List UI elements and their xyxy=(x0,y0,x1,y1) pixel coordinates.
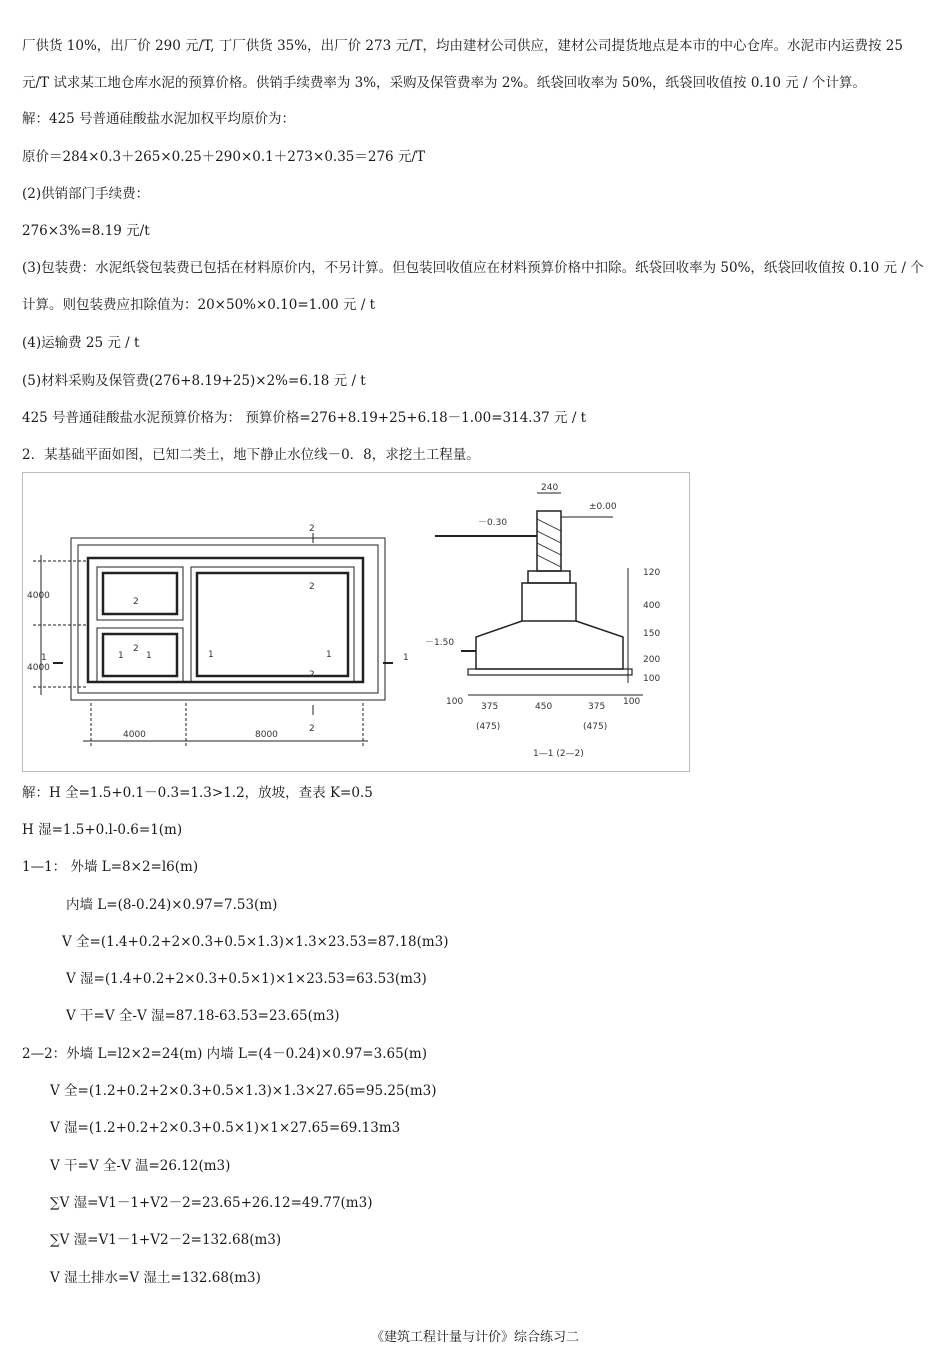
section-view xyxy=(435,493,643,695)
section-dim-w100-left: 100 xyxy=(446,697,464,707)
solution1-line3: (2)供销部门手续费： xyxy=(22,186,150,202)
solution2-line10: V 湿=(1.2+0.2+2×0.3+0.5×1)×1×27.65=69.13m3 xyxy=(50,1120,401,1136)
solution2-line4: 内墙 L=(8-0.24)×0.97=7.53(m) xyxy=(66,897,278,913)
solution2-line14: V 湿土排水=V 湿土=132.68(m3) xyxy=(50,1270,261,1286)
plan-section-label-1-small-left: 1 xyxy=(118,651,124,661)
plan-section-label-2-mid: 2 xyxy=(309,582,315,592)
solution1-line5: (4)运输费 25 元 / t xyxy=(22,335,140,351)
plan-section-label-1-right: 1 xyxy=(326,650,332,660)
solution2-line7: V 干=V 全-V 湿=87.18-63.53=23.65(m3) xyxy=(66,1008,340,1024)
solution2-line8: 2—2：外墙 L=l2×2=24(m) 内墙 L=(4－0.24)×0.97=3.65(m) xyxy=(22,1046,427,1062)
solution2-line5: V 全=(1.4+0.2+2×0.3+0.5×1.3)×1.3×23.53=87.18(m3) xyxy=(62,934,449,950)
plan-section-label-2-room: 2 xyxy=(133,597,139,607)
solution2-line9: V 全=(1.2+0.2+2×0.3+0.5×1.3)×1.3×27.65=95.25(m3) xyxy=(50,1083,437,1099)
solution1-line2: 原价＝284×0.3＋265×0.25＋290×0.1＋273×0.35＝276 元/T xyxy=(22,149,425,165)
section-level-150: －1.50 xyxy=(425,638,455,648)
solution1-line4: 276×3%=8.19 元/t xyxy=(22,223,150,239)
solution1-line1: 解：425 号普通硅酸盐水泥加权平均原价为： xyxy=(22,111,296,127)
solution2-line2: H 湿=1.5+0.l-0.6=1(m) xyxy=(22,822,183,838)
solution1-paragraph3: (3)包装费：水泥纸袋包装费已包括在材料原价内，不另计算。但包装回收值应在材料预算价格中扣除。纸袋回收率为 50%，纸袋回收值按 0.10 元 / 个计算。则包装费应扣除值为：20×50%×0.10=1.00 元 / t xyxy=(22,260,924,313)
plan-dim-4000-bottom: 4000 xyxy=(123,730,146,740)
plan-section-label-2-low: 2 xyxy=(309,670,315,680)
plan-section-label-2-small: 2 xyxy=(133,644,139,654)
section-dim-w450: 450 xyxy=(535,702,553,712)
plan-section-label-2-top: 2 xyxy=(309,524,315,534)
plan-view xyxy=(33,533,393,748)
solution1-line6: (5)材料采购及保管费(276+8.19+25)×2%=6.18 元 / t xyxy=(22,373,366,389)
foundation-figure xyxy=(22,472,690,772)
section-dim-w375-right: 375 xyxy=(588,702,606,712)
section-level-030: －0.30 xyxy=(478,518,508,528)
solution2-line11: V 干=V 全-V 温=26.12(m3) xyxy=(50,1158,231,1174)
section-dim-h150: 150 xyxy=(643,629,661,639)
plan-dim-4000-lower: 4000 xyxy=(27,663,50,673)
solution1-line7: 425 号普通硅酸盐水泥预算价格为： 预算价格=276+8.19+25+6.18－1.00=314.37 元 / t xyxy=(22,410,587,426)
section-dim-w375-left: 375 xyxy=(481,702,499,712)
section-dim-240: 240 xyxy=(541,483,559,493)
plan-dim-4000-upper: 4000 xyxy=(27,591,50,601)
plan-section-label-1-outer-right: 1 xyxy=(403,653,409,663)
intro-paragraph: 厂供货 10%，出厂价 290 元/T, 丁厂供货 35%，出厂价 273 元/T，均由建材公司供应，建材公司提货地点是本市的中心仓库。水泥市内运费按 25 元/T 试求某工地仓库水泥的预算价格。供销手续费率为 3%，采购及保管费率为 2%。纸袋回收率为 50%，纸袋回收值按 0.10 元 / 个计算。 xyxy=(22,38,903,91)
plan-section-label-1-outer-left: 1 xyxy=(41,653,47,663)
question2: 2．某基础平面如图，已知二类土，地下静止水位线－0．8，求挖土工程量。 xyxy=(22,447,480,463)
section-level-000: ±0.00 xyxy=(589,502,617,512)
page-footer: 《建筑工程计量与计价》综合练习二 xyxy=(370,1330,579,1345)
solution2-line12: ∑V 湿=V1－1+V2－2=23.65+26.12=49.77(m3) xyxy=(50,1195,373,1211)
section-dim-h200: 200 xyxy=(643,655,661,665)
plan-dim-8000-bottom: 8000 xyxy=(255,730,278,740)
section-dim-w100-right: 100 xyxy=(623,697,641,707)
solution2-line13: ∑V 湿=V1－1+V2－2=132.68(m3) xyxy=(50,1232,282,1248)
foundation-drawing xyxy=(23,473,689,771)
section-dim-h100: 100 xyxy=(643,674,661,684)
section-dim-h400: 400 xyxy=(643,601,661,611)
solution2-line3: 1—1： 外墙 L=8×2=l6(m) xyxy=(22,859,199,875)
section-caption: 1—1 (2—2) xyxy=(533,749,584,759)
solution2-line6: V 湿=(1.4+0.2+2×0.3+0.5×1)×1×23.53=63.53(m3) xyxy=(66,971,427,987)
section-dim-w475-left: (475) xyxy=(476,722,501,732)
plan-section-label-1-left: 1 xyxy=(208,650,214,660)
plan-section-label-1-small-right: 1 xyxy=(146,651,152,661)
section-dim-h120: 120 xyxy=(643,568,661,578)
solution2-line1: 解：H 全=1.5+0.1－0.3=1.3>1.2，放坡，查表 K=0.5 xyxy=(22,785,373,801)
section-dim-w475-right: (475) xyxy=(583,722,608,732)
plan-section-label-2-bottom: 2 xyxy=(309,724,315,734)
